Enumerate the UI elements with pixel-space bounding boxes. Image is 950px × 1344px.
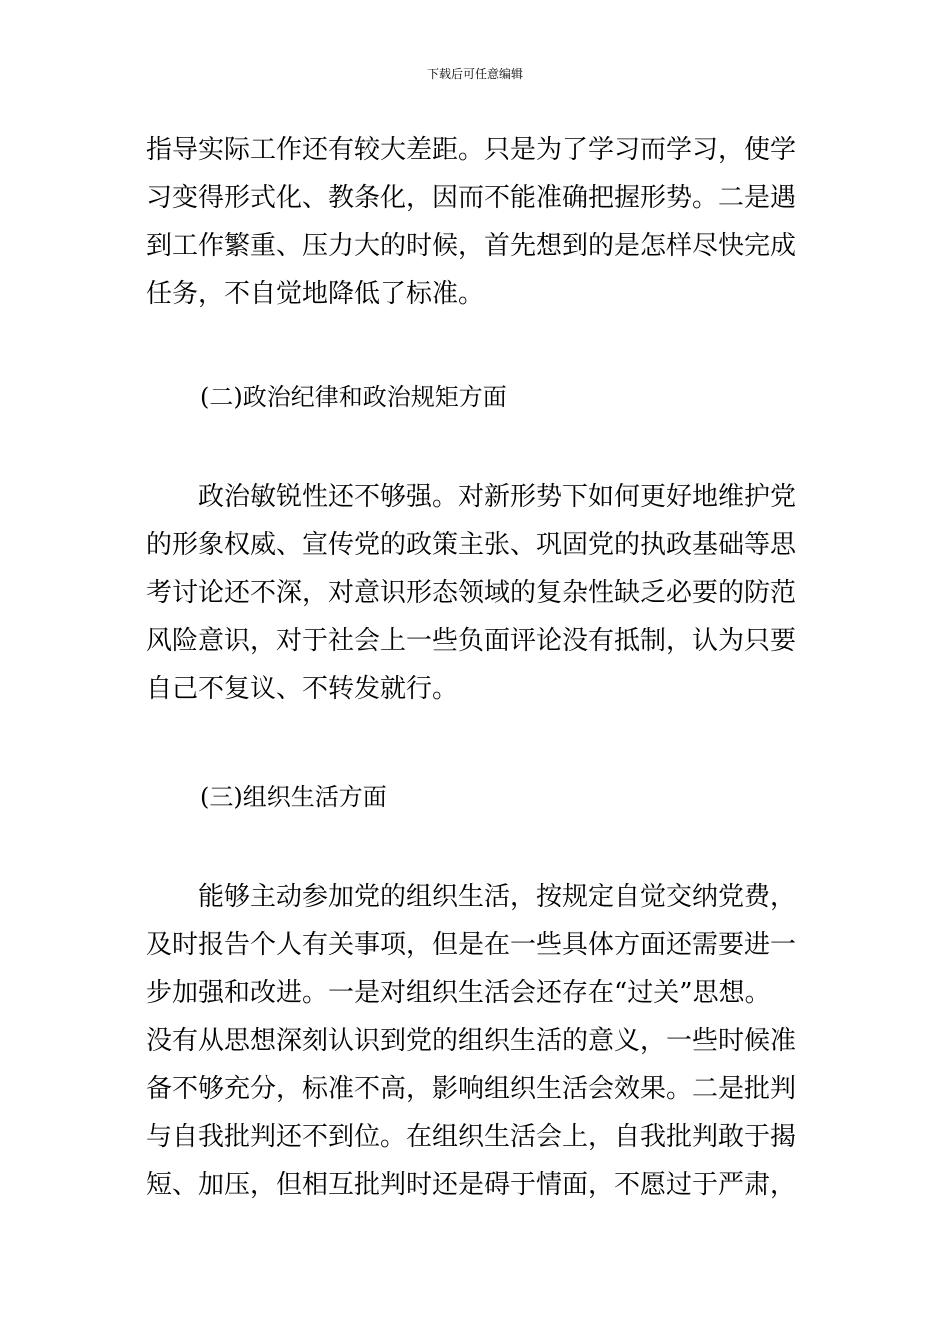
text-line: 风险意识，对于社会上一些负面评论没有抵制，认为只要 — [146, 626, 797, 656]
text-line: 备不够充分，标准不高，影响组织生活会效果。二是批判 — [146, 1074, 797, 1104]
page-header: 下载后可任意编辑 — [426, 67, 523, 81]
text-line: 能够主动参加党的组织生活，按规定自觉交纳党费， — [146, 882, 797, 912]
text-line: 考讨论还不深，对意识形态领域的复杂性缺乏必要的防范 — [146, 578, 797, 608]
text-line: 及时报告个人有关事项，但是在一些具体方面还需要进一 — [146, 930, 797, 960]
text-line: 任务，不自觉地降低了标准。 — [146, 279, 485, 309]
section-heading-3: (三)组织生活方面 — [200, 783, 387, 811]
text-line: 到工作繁重、压力大的时候，首先想到的是怎样尽快完成 — [146, 231, 797, 261]
section-heading-2: (二)政治纪律和政治规矩方面 — [200, 383, 507, 411]
paragraph-1 — [146, 126, 814, 318]
text-line: 政治敏锐性还不够强。对新形势下如何更好地维护党 — [146, 482, 797, 512]
text-line: 的形象权威、宣传党的政策主张、巩固党的执政基础等思 — [146, 530, 797, 560]
text-line: 短、加压，但相互批判时还是碍于情面，不愿过于严肃， — [146, 1170, 797, 1200]
text-line: 指导实际工作还有较大差距。只是为了学习而学习，使学 — [146, 135, 797, 165]
text-line: 与自我批判还不到位。在组织生活会上，自我批判敢于揭 — [146, 1122, 797, 1152]
paragraph-2 — [146, 473, 814, 713]
paragraph-3 — [146, 873, 814, 1209]
text-line: 步加强和改进。一是对组织生活会还存在“过关”思想。 — [146, 978, 771, 1008]
text-line: 自己不复议、不转发就行。 — [146, 674, 459, 704]
text-line: 没有从思想深刻认识到党的组织生活的意义，一些时候准 — [146, 1026, 797, 1056]
text-line: 习变得形式化、教条化，因而不能准确把握形势。二是遇 — [146, 183, 797, 213]
